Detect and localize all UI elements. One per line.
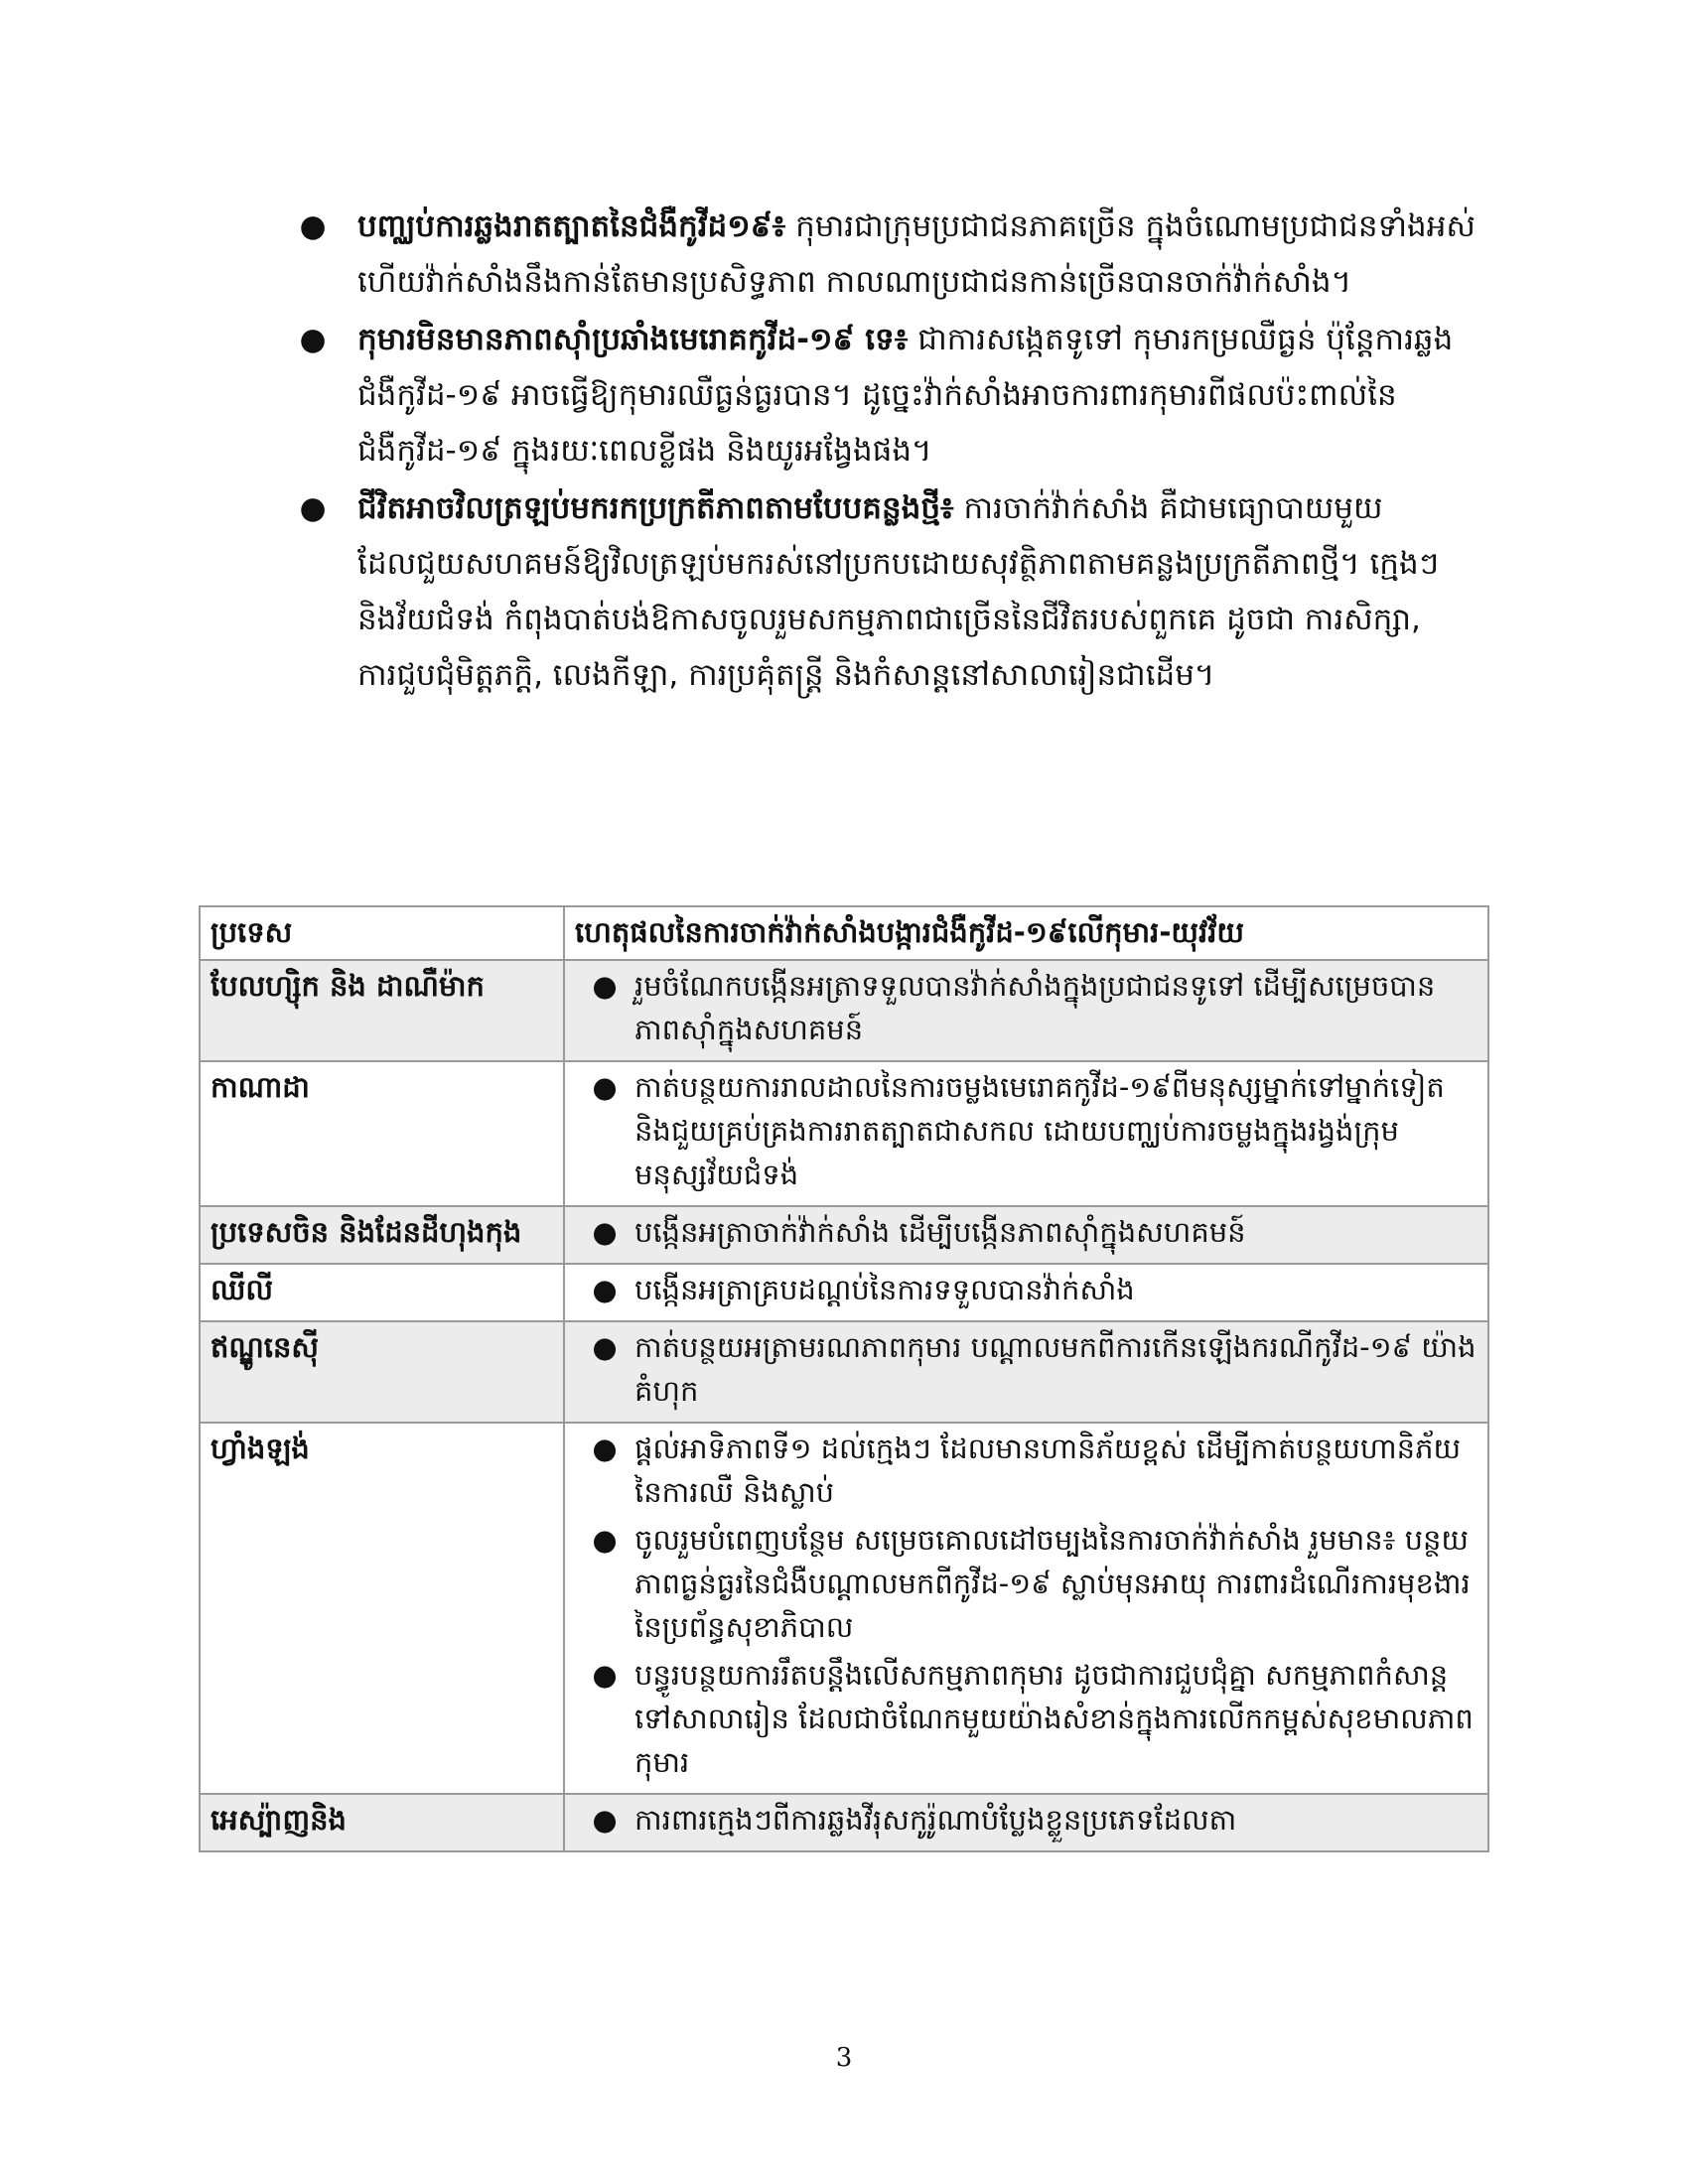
column-header-effects: ហេតុផលនៃការចាក់វ៉ាក់សាំងបង្ការជំងឺកូវីដ-១៩លើកុមារ-យុវវ័យ xyxy=(564,906,1488,960)
effect-text: ផ្តល់អាទិភាពទី១ ដល់ក្មេងៗ ដែលមានហានិភ័យខ្ពស់ ដើម្បីកាត់បន្ថយហានិភ័យនៃការឈឺ និងស្លាប់ xyxy=(634,1432,1462,1509)
country-cell: ប្រទេសចិន និងដែនដីហុងកុង xyxy=(200,1206,564,1264)
country-cell: បែលហ្ស៊ិក និង ដាណឺម៉ាក xyxy=(200,960,564,1061)
country-cell: ហ្វាំងឡង់ xyxy=(200,1423,564,1794)
country-cell: ឥណ្ឌូនេស៊ី xyxy=(200,1321,564,1423)
effect-text: ការពារក្មេងៗពីការឆ្លងវីរុសកូរ៉ូណាបំប្លែងខ្លួនប្រភេទដែលតា xyxy=(634,1803,1237,1837)
bullet-item xyxy=(298,312,1489,478)
bullet-dot-icon: ● xyxy=(592,1523,618,1557)
bullet-text: ជាការសង្កេតទូទៅ កុមារកម្រឈឺធ្ងន់ ប៉ុន្តែការឆ្លងជំងឺកូវីដ-១៩ អាចធ្វើឱ្យកុមារឈឺធ្ងន់ធ្ងរបាន។ ដូច្នេះវ៉ាក់សាំងអាចការពារកុមារពីផលប៉ះពាល់នៃជំងឺកូវីដ-១៩ ក្នុងរយៈពេលខ្លីផង និងយូរអង្វែងផង។ xyxy=(357,322,1454,469)
table-row xyxy=(200,960,1488,1061)
bullet-item xyxy=(298,199,1489,310)
table-row xyxy=(200,1061,1488,1206)
effect-item xyxy=(575,1210,1477,1254)
bullet-dot-icon: ● xyxy=(592,1803,618,1837)
effect-item xyxy=(575,1325,1477,1413)
effects-cell xyxy=(564,1206,1488,1264)
effect-item xyxy=(575,1518,1477,1649)
reasons-bullet-list xyxy=(298,199,1489,705)
table-row xyxy=(200,1423,1488,1794)
effects-cell xyxy=(564,1061,1488,1206)
bullet-text: កុមារជាក្រុមប្រជាជនភាគច្រើន ក្នុងចំណោមប្រជាជនទាំងអស់ ហើយវ៉ាក់សាំងនឹងកាន់តែមានប្រសិទ្ធភាព កាលណាប្រជាជនកាន់ច្រើនបានចាក់វ៉ាក់សាំង។ xyxy=(357,208,1476,300)
bullet-dot-icon: ● xyxy=(592,969,618,1003)
table-row xyxy=(200,1264,1488,1321)
effects-cell xyxy=(564,1264,1488,1321)
effect-item xyxy=(575,1653,1477,1784)
effect-text: កាត់បន្ថយការរាលដាលនៃការចម្លងមេរោគកូវីដ-១៩ពីមនុស្សម្នាក់ទៅម្នាក់ទៀត និងជួយគ្រប់គ្រងការរាតត្បាតជាសកល ដោយបញ្ឈប់ការចម្លងក្នុងរង្វង់ក្រុមមនុស្សវ័យជំទង់ xyxy=(634,1070,1445,1191)
effect-item xyxy=(575,1798,1477,1842)
bullet-dot-icon: ● xyxy=(299,490,327,526)
country-vaccination-table xyxy=(199,905,1489,1852)
bullet-dot-icon: ● xyxy=(592,1070,618,1104)
bullet-dot-icon: ● xyxy=(592,1330,618,1364)
effect-item xyxy=(575,1427,1477,1514)
table-row xyxy=(200,1321,1488,1423)
effects-cell xyxy=(564,1423,1488,1794)
table-header-row xyxy=(200,906,1488,960)
bullet-dot-icon: ● xyxy=(592,1432,618,1465)
bullet-dot-icon: ● xyxy=(592,1658,618,1692)
effects-cell xyxy=(564,1794,1488,1851)
country-cell: ឈីលី xyxy=(200,1264,564,1321)
bullet-item xyxy=(298,480,1489,703)
effect-item xyxy=(575,1268,1477,1311)
bullet-text: ការចាក់វ៉ាក់សាំង គឺជាមធ្យោបាយមួយ ដែលជួយសហគមន៍ឱ្យវិលត្រឡប់មករស់នៅប្រកបដោយសុវត្ថិភាពតាមគន្លងប្រក្រតីភាពថ្មី។ ក្មេងៗ និងវ័យជំទង់ កំពុងបាត់បង់ឱកាសចូលរួមសកម្មភាពជាច្រើននៃជីវិតរបស់ពួកគេ ដូចជា ការសិក្សា, ការជួបជុំមិត្តភក្តិ, លេងកីឡា, ការប្រគុំតន្ត្រី និងកំសាន្តនៅសាលារៀនជាដើម។ xyxy=(357,490,1440,693)
effects-cell xyxy=(564,1321,1488,1423)
effect-text: បង្កើនអត្រាចាក់វ៉ាក់សាំង ដើម្បីបង្កើនភាពស៊ាំក្នុងសហគមន៍ xyxy=(634,1215,1246,1249)
page-number: 3 xyxy=(835,2043,853,2073)
country-cell: អេស្ប៉ាញនិង xyxy=(200,1794,564,1851)
effect-text: ចូលរួមបំពេញបន្ថែម សម្រេចគោលដៅចម្បងនៃការចាក់វ៉ាក់សាំង រួមមាន៖ បន្ថយភាពធ្ងន់ធ្ងរនៃជំងឺបណ្តាលមកពីកូវីដ-១៩ ស្លាប់មុនអាយុ ការពារដំណើរការមុខងារនៃប្រព័ន្ធសុខាភិបាល xyxy=(634,1523,1471,1644)
bullet-heading: ជីវិតអាចវិលត្រឡប់មករកប្រក្រតីភាពតាមបែបគន្លងថ្មី៖ xyxy=(357,490,954,526)
bullet-dot-icon: ● xyxy=(299,322,327,357)
effect-text: រួមចំណែកបង្កើនអត្រាទទួលបានវ៉ាក់សាំងក្នុងប្រជាជនទូទៅ ដើម្បីសម្រេចបានភាពស៊ាំក្នុងសហគមន៍ xyxy=(634,969,1436,1046)
effects-cell xyxy=(564,960,1488,1061)
effect-text: បន្ធូរបន្ថយការរឹតបន្តឹងលើសកម្មភាពកុមារ ដូចជាការជួបជុំគ្នា សកម្មភាពកំសាន្ត ទៅសាលារៀន ដែលជាចំណែកមួយយ៉ាងសំខាន់ក្នុងការលើកកម្ពស់សុខមាលភាពកុមារ xyxy=(634,1658,1474,1779)
table-row xyxy=(200,1794,1488,1851)
bullet-dot-icon: ● xyxy=(592,1273,618,1306)
column-header-country: ប្រទេស xyxy=(200,906,564,960)
effect-text: កាត់បន្ថយអត្រាមរណភាពកុមារ បណ្តាលមកពីការកើនឡើងករណីកូវីដ-១៩ យ៉ាងគំហុក xyxy=(634,1330,1477,1408)
bullet-heading: បញ្ឈប់ការឆ្លងរាតត្បាតនៃជំងឺកូវីដ១៩៖ xyxy=(357,208,786,244)
bullet-heading: កុមារមិនមានភាពស៊ាំប្រឆាំងមេរោគកូវីដ-១៩ ទេ៖ xyxy=(357,322,909,357)
bullet-dot-icon: ● xyxy=(592,1215,618,1249)
country-cell: កាណាដា xyxy=(200,1061,564,1206)
bullet-dot-icon: ● xyxy=(299,208,327,244)
table-row xyxy=(200,1206,1488,1264)
effect-item xyxy=(575,964,1477,1051)
effect-text: បង្កើនអត្រាគ្របដណ្តប់នៃការទទួលបានវ៉ាក់សាំង xyxy=(634,1273,1135,1306)
effect-item xyxy=(575,1065,1477,1196)
